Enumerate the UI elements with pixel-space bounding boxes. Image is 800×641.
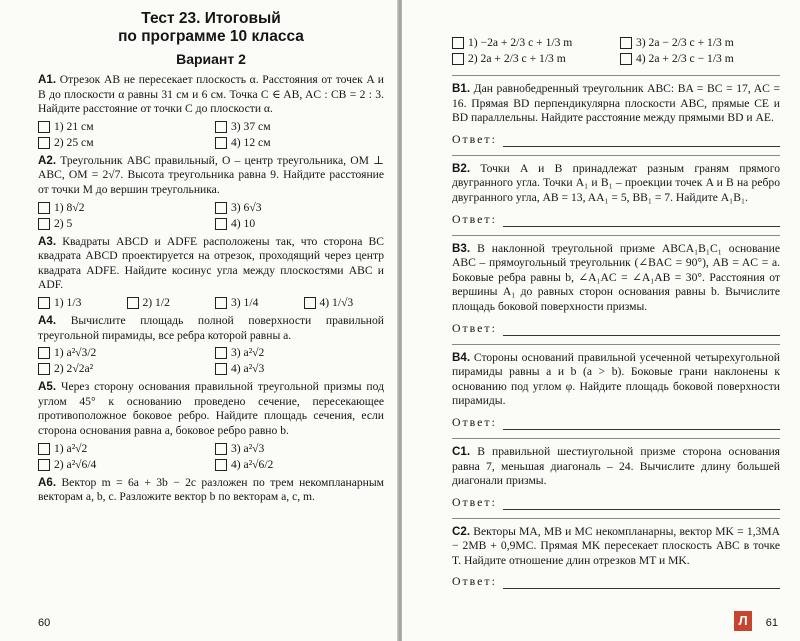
test-title: Тест 23. Итоговый [141, 10, 281, 27]
option-text: 1) −2a + 2/3 c + 1/3 m [468, 36, 573, 49]
answer-label: Ответ: [452, 494, 497, 509]
divider [452, 235, 780, 236]
right-page [402, 0, 800, 641]
answer-line[interactable] [503, 134, 780, 147]
question-text: Квадраты ABCD и ADFE расположены так, что сторона BC квадрата ABCD проектируется на отрезок, проходящий через центр квадрата ADFE. Найдите косинус угла между плоскостями ABC и ADF. [38, 234, 384, 292]
option-text: 1) 8√2 [54, 200, 85, 214]
question-label: В2. [452, 161, 471, 175]
question-text: Через сторону основания правильной треугольной призмы под углом 45° к основанию проведено сечение, пересекающее противоположное боковое ребро. Найдите площадь сечения, если сторона основания равна a, боковое ребро равно b. [38, 380, 384, 437]
question-label: А2. [38, 153, 57, 167]
option-checkbox[interactable] [452, 51, 612, 67]
question-text: Вычислите площадь полной поверхности правильной треугольной пирамиды, все ребра которой равны a. [38, 313, 384, 342]
question-label: В3. [452, 241, 471, 255]
checkbox-icon[interactable] [620, 37, 632, 49]
checkbox-icon[interactable] [215, 347, 227, 359]
checkbox-icon[interactable] [620, 53, 632, 65]
left-page [0, 0, 398, 641]
checkbox-icon[interactable] [452, 37, 464, 49]
option-checkbox[interactable] [215, 361, 384, 377]
options-a6 [452, 35, 780, 67]
option-text: 2) 2√2a² [54, 362, 94, 376]
publisher-logo-icon: Л [734, 611, 752, 631]
option-text: 2) 5 [54, 216, 73, 230]
checkbox-icon[interactable] [38, 121, 50, 133]
divider [452, 518, 780, 519]
checkbox-icon[interactable] [304, 297, 316, 309]
option-text: 4) 12 см [231, 135, 271, 149]
option-checkbox[interactable] [215, 119, 384, 135]
question-label: А6. [38, 475, 57, 489]
page-number-left: 60 [38, 617, 51, 629]
question-text: Стороны оснований правильной усеченной четырехугольной пирамиды равны a и b (a > b). Боковые грани наклонены к основанию под углом φ. Найдите площадь боковой поверхности пирамиды. [452, 350, 780, 408]
checkbox-icon[interactable] [215, 121, 227, 133]
answer-line[interactable] [503, 417, 780, 430]
option-text: 1) 1/3 [54, 295, 82, 309]
question-label: А5. [38, 380, 57, 394]
divider [452, 155, 780, 156]
test-subtitle: по программе 10 класса [118, 28, 304, 45]
question-text: Дан равнобедренный треугольник ABC: BA = BC = 17, AC = 16. Прямая BD перпендикулярна плоскости ABC, прямые CE и BD параллельны. Найдите расстояние между прямыми BD и AE. [452, 82, 780, 125]
option-text: 4) a²√6/2 [231, 457, 274, 471]
option-checkbox[interactable] [620, 51, 780, 67]
option-checkbox[interactable] [215, 135, 384, 151]
answer-line[interactable] [503, 497, 780, 510]
option-checkbox[interactable] [452, 35, 612, 51]
question-a5 [38, 380, 384, 438]
option-checkbox[interactable] [38, 441, 207, 457]
answer-label: Ответ: [452, 131, 497, 146]
checkbox-icon[interactable] [452, 53, 464, 65]
checkbox-icon[interactable] [38, 459, 50, 471]
option-text: 1) a²√3/2 [54, 346, 97, 360]
checkbox-icon[interactable] [215, 363, 227, 375]
question-text: В наклонной треугольной призме ABCA₁B₁C₁ основание ABC – прямоугольный треугольник (∠BAC = 90°), AB = AC = a. Боковые ребра равны b, ∠A₁AC = ∠A₁AB = 30°. Расстояния от вершины A₁ до равных сторон основания равны b. Вычислите площадь боковой поверхности призмы. [452, 241, 780, 313]
question-b4 [452, 351, 780, 409]
options-a5 [38, 441, 384, 473]
answer-line[interactable] [503, 576, 780, 589]
question-text: Треугольник ABC правильный, O – центр треугольника, OM ⊥ ABC, OM = 2√7. Высота треугольника равна 9. Найдите расстояние от точки M до вершин треугольника. [38, 153, 385, 196]
answer-field[interactable] [452, 415, 780, 430]
question-text: Точки A и B принадлежат разным граням прямого двугранного угла. Точки A₁ и B₁ – проекции точек A и B на ребро двугранного угла, AB = 13, AA₁ = 5, BB₁ = 7. Найдите A₁B₁. [452, 161, 780, 204]
option-text: 4) a²√3 [231, 362, 265, 376]
option-text: 3) 37 см [231, 119, 271, 133]
checkbox-icon[interactable] [38, 202, 50, 214]
option-checkbox[interactable] [215, 216, 384, 232]
option-checkbox[interactable] [215, 457, 384, 473]
checkbox-icon[interactable] [38, 443, 50, 455]
option-text: 3) 6√3 [231, 200, 262, 214]
answer-field[interactable] [452, 321, 780, 336]
question-label: В1. [452, 82, 471, 95]
answer-label: Ответ: [452, 574, 497, 589]
answer-label: Ответ: [452, 320, 497, 335]
option-checkbox[interactable] [38, 457, 207, 473]
option-checkbox[interactable] [215, 345, 384, 361]
question-a3 [38, 235, 384, 293]
checkbox-icon[interactable] [38, 218, 50, 230]
question-text: Векторы MA, MB и MC некомпланарны, вектор MK = 1,3MA − 2MB + 0,9MC. Прямая MK пересекает плоскость ABC в точке T. Найдите отношение длин отрезков MT и MK. [452, 524, 780, 567]
checkbox-icon[interactable] [215, 459, 227, 471]
option-text: 3) a²√3 [231, 441, 265, 455]
page-number-right: 61 [765, 617, 778, 629]
answer-field[interactable] [452, 132, 780, 147]
question-text: В правильной шестиугольной призме сторона основания равна 7, меньшая диагональ – 24. Вычислите длину большей диагонали призмы. [452, 444, 780, 488]
question-text: Вектор m = 6a + 3b − 2c разложен по трем некомпланарным векторам a, b, c. Разложите вектор b по векторам a, c, m. [38, 475, 385, 504]
question-a6 [38, 476, 384, 505]
option-checkbox[interactable] [620, 35, 780, 51]
checkbox-icon[interactable] [127, 297, 139, 309]
question-b3 [452, 242, 780, 315]
option-checkbox[interactable] [38, 295, 119, 311]
question-label: В4. [452, 350, 471, 364]
checkbox-icon[interactable] [38, 297, 50, 309]
question-b1 [452, 82, 780, 126]
question-label: А1. [38, 73, 57, 86]
variant-heading: Вариант 2 [176, 51, 246, 67]
options-a1 [38, 119, 384, 151]
option-checkbox[interactable] [215, 441, 384, 457]
option-checkbox[interactable] [304, 295, 385, 311]
question-c1 [452, 445, 780, 489]
checkbox-icon[interactable] [215, 202, 227, 214]
divider [452, 438, 780, 439]
question-a4 [38, 314, 384, 343]
option-checkbox[interactable] [38, 216, 207, 232]
answer-label: Ответ: [452, 211, 497, 226]
question-label: С2. [452, 524, 471, 538]
answer-field[interactable] [452, 212, 780, 227]
divider [452, 75, 780, 76]
question-label: А3. [38, 234, 57, 248]
checkbox-icon[interactable] [38, 347, 50, 359]
options-a4 [38, 345, 384, 377]
option-checkbox[interactable] [38, 135, 207, 151]
question-c2 [452, 525, 780, 569]
checkbox-icon[interactable] [215, 443, 227, 455]
checkbox-icon[interactable] [215, 137, 227, 149]
option-text: 4) 10 [231, 216, 256, 230]
option-text: 2) a²√6/4 [54, 457, 97, 471]
option-text: 3) a²√2 [231, 346, 265, 360]
option-text: 2) 25 см [54, 135, 94, 149]
option-checkbox[interactable] [215, 200, 384, 216]
option-text: 4) 1/√3 [319, 295, 354, 309]
option-text: 2) 1/2 [142, 295, 170, 309]
option-checkbox[interactable] [215, 295, 296, 311]
divider [452, 344, 780, 345]
answer-label: Ответ: [452, 414, 497, 429]
checkbox-icon[interactable] [38, 363, 50, 375]
checkbox-icon[interactable] [215, 218, 227, 230]
option-checkbox[interactable] [38, 345, 207, 361]
options-a2 [38, 200, 384, 232]
answer-field[interactable] [452, 495, 780, 510]
question-a2 [38, 154, 384, 198]
question-label: А4. [38, 313, 57, 327]
question-b2 [452, 162, 780, 206]
option-text: 2) 2a + 2/3 c + 1/3 m [468, 52, 566, 65]
answer-field[interactable] [452, 574, 780, 589]
checkbox-icon[interactable] [215, 297, 227, 309]
option-checkbox[interactable] [38, 361, 207, 377]
option-checkbox[interactable] [127, 295, 208, 311]
question-a1 [38, 73, 384, 117]
answer-line[interactable] [503, 323, 780, 336]
answer-line[interactable] [503, 214, 780, 227]
options-a3 [38, 295, 384, 311]
checkbox-icon[interactable] [38, 137, 50, 149]
option-text: 4) 2a + 2/3 c − 1/3 m [636, 52, 734, 65]
question-label: С1. [452, 444, 471, 458]
option-text: 3) 1/4 [231, 295, 259, 309]
option-text: 3) 2a − 2/3 c + 1/3 m [636, 36, 734, 49]
question-text: Отрезок AB не пересекает плоскость α. Расстояния от точек A и B до плоскости α равны 31 см и 6 см. Точка C ∈ AB, AC : CB = 2 : 3. Найдите расстояние от точки C до плоскости α. [38, 73, 384, 116]
option-checkbox[interactable] [38, 119, 207, 135]
option-text: 1) a²√2 [54, 441, 88, 455]
option-checkbox[interactable] [38, 200, 207, 216]
option-text: 1) 21 см [54, 119, 94, 133]
